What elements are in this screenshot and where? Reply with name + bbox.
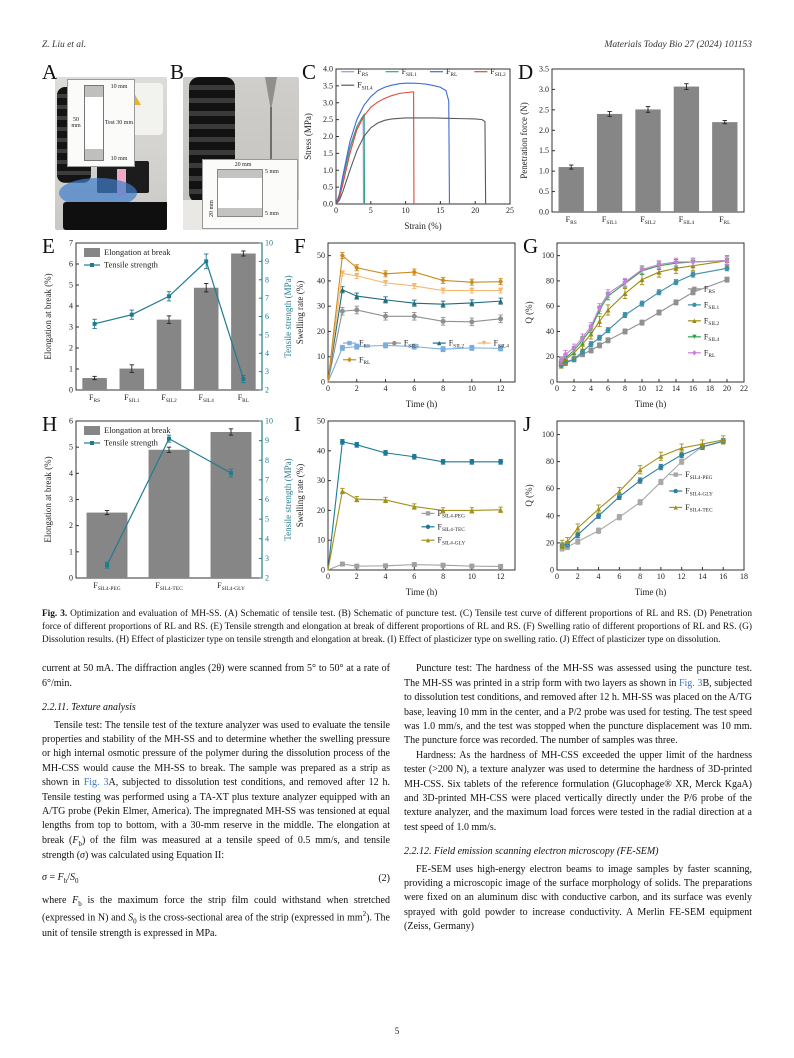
svg-text:FSIL1: $F_{SIL1}$: [601, 215, 618, 226]
paragraph: FE-SEM uses high-energy electron beams to image samples by faster scanning, providing a microscopic image of the surface morphology of solids. The preparations were fixed on an aluminum disc with conductive carbon, and its surface was evenly sprayed with gold powder to increase conductivity. A Merlin FE-SEM equipment (Zeiss, Germany): [404, 863, 752, 933]
svg-text:22: 22: [740, 384, 748, 393]
svg-text:FSIL4-PEG: $F_{SIL4-PEG}$: [685, 470, 713, 481]
svg-text:4: 4: [596, 572, 601, 581]
svg-text:2: 2: [69, 343, 73, 353]
svg-text:2.0: 2.0: [323, 132, 333, 141]
left-column: [42, 662, 390, 941]
svg-text:2: 2: [265, 385, 269, 395]
svg-text:FRL: $F_{RL}$: [703, 348, 716, 360]
svg-text:50: 50: [317, 416, 325, 426]
panel-letter-B: B: [170, 60, 185, 84]
svg-text:2: 2: [354, 384, 359, 393]
svg-text:4: 4: [589, 384, 593, 393]
svg-text:30: 30: [317, 301, 325, 311]
svg-text:3.5: 3.5: [323, 81, 333, 91]
svg-text:0.0: 0.0: [539, 207, 549, 217]
svg-text:1.5: 1.5: [539, 146, 549, 156]
svg-text:4: 4: [265, 534, 269, 544]
svg-text:FRL: $F_{RL}$: [237, 393, 250, 404]
svg-text:1.0: 1.0: [323, 165, 333, 175]
svg-text:9: 9: [265, 256, 269, 266]
tensile-test-photo: [55, 77, 167, 230]
panel-G-dissolution-chart: [523, 236, 752, 410]
paragraph: Tensile test: The tensile test of the texture analyzer was used to evaluate the tensile properties and stability of the MH-SS and to determine whether the swelling pressure or high internal osmotic pressure of the polymer during the dissolution process of the MH-CSS would cause the MH-SS to break. The sample was prepared as a strip as shown in Fig. 3A, subjected to dissolution test conditions, and removed after 12 h. Tensile testing was performed using a TA-XT plus texture analyzer equipped with an A/TG probe (Pekin Elmer, America). The impregnated MH-SS was tensioned at equal lengths from top to bottom, with a 30-mm reserve in the middle. The elongation at break $(F_b)$ of the film was measured at a tensile speed of 0.5 mm/s, and tensile strength (σ) was calculated using Equation II:: [42, 719, 390, 861]
chart-G: [523, 236, 752, 410]
svg-text:FRL: $F_{RL}$: [719, 215, 731, 226]
svg-text:FSIL1: $F_{SIL1}$: [401, 67, 417, 78]
svg-text:Tensile strength: Tensile strength: [104, 259, 158, 270]
instrument-base: [63, 202, 167, 230]
svg-text:Q (%): Q (%): [524, 484, 534, 507]
svg-text:FSIL1: $F_{SIL1}$: [124, 393, 140, 404]
panel-letter-E: E: [42, 234, 55, 258]
svg-text:FSIL4-GLY: $F_{SIL4-GLY}$: [685, 486, 713, 498]
layer-middle: [218, 178, 262, 208]
svg-text:FSIL2: $F_{SIL2}$: [703, 316, 720, 328]
svg-text:10: 10: [467, 384, 476, 393]
layer-band-top: [218, 170, 262, 178]
svg-text:FSIL4: $F_{SIL4}$: [198, 393, 214, 404]
svg-text:0: 0: [334, 206, 338, 215]
panel-F-swelling-chart: [294, 236, 523, 410]
panel-letter-C: C: [302, 60, 317, 84]
svg-text:80: 80: [546, 276, 554, 286]
svg-text:FRS: $F_{RS}$: [565, 215, 577, 226]
panel-I-plasticizer-swelling-chart: [294, 414, 523, 598]
svg-text:0: 0: [550, 565, 554, 575]
chart-J: [523, 414, 752, 598]
puncture-specimen-diagram: [202, 159, 298, 229]
svg-text:FRS: $F_{RS}$: [358, 338, 371, 350]
chart-I: [294, 414, 523, 598]
svg-text:Time (h): Time (h): [634, 399, 667, 409]
svg-text:30: 30: [317, 476, 325, 486]
svg-text:0: 0: [555, 384, 559, 393]
equation-2: [42, 871, 390, 886]
svg-text:0.5: 0.5: [539, 187, 549, 197]
svg-text:FSIL1: $F_{SIL1}$: [703, 300, 720, 312]
svg-text:FSIL4: $F_{SIL4}$: [357, 80, 373, 92]
puncture-test-photo: [183, 77, 299, 230]
specimen-width-label: 20 mm: [234, 162, 252, 168]
svg-text:6: 6: [606, 384, 610, 393]
panel-letter-G: G: [523, 234, 539, 258]
svg-text:60: 60: [546, 484, 554, 494]
svg-text:1: 1: [69, 547, 73, 557]
svg-text:3: 3: [69, 495, 73, 504]
svg-text:5: 5: [265, 514, 269, 524]
svg-text:40: 40: [317, 446, 325, 456]
specimen-square: [217, 169, 263, 217]
svg-text:5: 5: [265, 330, 269, 340]
grip-top-label: 10 mm: [110, 84, 128, 90]
svg-text:0: 0: [321, 377, 325, 387]
probe-cone: [265, 77, 277, 111]
svg-text:0.0: 0.0: [323, 199, 333, 209]
svg-text:20: 20: [546, 352, 554, 362]
svg-text:4: 4: [265, 348, 269, 358]
svg-text:12: 12: [655, 384, 663, 393]
svg-text:6: 6: [412, 572, 417, 581]
svg-text:Tensile strength (MPa): Tensile strength (MPa): [283, 458, 293, 541]
svg-text:10: 10: [317, 352, 325, 362]
svg-text:Penetration force (N): Penetration force (N): [519, 102, 529, 179]
svg-text:Tensile strength (MPa): Tensile strength (MPa): [283, 275, 293, 358]
right-column: [404, 662, 752, 941]
svg-text:Time (h): Time (h): [634, 587, 667, 597]
grip-band-top: [85, 86, 103, 97]
svg-text:FSIL4-GLY: $F_{SIL4-GLY}$: [217, 581, 245, 592]
svg-text:0: 0: [321, 565, 325, 575]
svg-text:8: 8: [441, 384, 446, 393]
svg-text:FSIL4-TEC: $F_{SIL4-TEC}$: [685, 502, 713, 514]
paragraph: current at 50 mA. The diffraction angles (2θ) were scanned from 5° to 50° at a rate of 6°/min.: [42, 663, 390, 689]
svg-text:10: 10: [656, 572, 665, 581]
svg-text:3.5: 3.5: [539, 64, 549, 74]
svg-text:FSIL4-TEC: $F_{SIL4-TEC}$: [155, 581, 183, 592]
svg-text:FSIL4-PEG: $F_{SIL4-PEG}$: [93, 581, 121, 592]
layer-top-label: 5 mm: [265, 169, 279, 175]
svg-text:20: 20: [317, 505, 325, 515]
svg-text:2.5: 2.5: [323, 115, 333, 125]
specimen-strip: [84, 85, 104, 161]
svg-text:10: 10: [467, 572, 476, 581]
panel-H-plasticizer-tensile-chart: [42, 414, 294, 598]
svg-text:1.0: 1.0: [539, 166, 549, 176]
svg-text:16: 16: [689, 384, 697, 393]
svg-text:2.0: 2.0: [539, 125, 549, 135]
svg-text:5: 5: [69, 280, 73, 290]
svg-text:6: 6: [265, 312, 269, 321]
svg-text:3: 3: [265, 553, 269, 563]
svg-text:10: 10: [638, 384, 646, 393]
panel-letter-D: D: [518, 60, 534, 84]
tensile-specimen-diagram: [67, 79, 135, 167]
svg-text:10: 10: [401, 206, 410, 215]
svg-text:18: 18: [706, 384, 714, 393]
svg-text:100: 100: [542, 430, 554, 440]
panel-letter-J: J: [523, 412, 532, 436]
panel-letter-F: F: [294, 234, 306, 258]
svg-text:Q (%): Q (%): [524, 301, 534, 324]
svg-text:Elongation at break (%): Elongation at break (%): [43, 273, 53, 360]
svg-text:4.0: 4.0: [323, 64, 333, 74]
svg-text:6: 6: [412, 384, 417, 393]
equation-number: (2): [378, 872, 390, 884]
svg-text:2.5: 2.5: [539, 105, 549, 115]
paragraph: Hardness: As the hardness of MH-CSS exceeded the upper limit of the hardness tester (>200 N), a texture analyzer was used to determine the hardness of 3D-printed MH-CSS. Six tablets of the reference formulation (Glucophage® XR, Merck KgaA) and 3D-printed MH-CSS were placed vertically directly under the P/6 probe of the texture analyzer, and the maximum load forces were tested in the radial direction at a test speed of 1.0 mm/s.: [404, 749, 752, 833]
panel-E-elongation-tensile-chart: [42, 236, 294, 410]
figure-caption: [42, 608, 752, 646]
svg-text:Swelling rate (%): Swelling rate (%): [295, 280, 305, 345]
svg-text:15: 15: [436, 206, 445, 215]
chart-H: [42, 414, 294, 598]
svg-text:4: 4: [383, 572, 388, 581]
svg-text:FRL: $F_{RL}$: [445, 67, 458, 78]
svg-text:12: 12: [496, 572, 505, 581]
svg-text:Swelling rate (%): Swelling rate (%): [295, 463, 305, 528]
page-header: [42, 40, 752, 50]
svg-text:7: 7: [265, 293, 269, 303]
svg-text:FRS: $F_{RS}$: [703, 284, 716, 296]
svg-text:0: 0: [326, 572, 330, 581]
svg-text:2: 2: [575, 572, 580, 581]
svg-text:FSIL4: $F_{SIL4}$: [678, 215, 695, 226]
figure-3: [42, 62, 752, 598]
svg-text:FSIL2: $F_{SIL2}$: [448, 338, 465, 350]
svg-text:3: 3: [265, 367, 269, 377]
test-section: [85, 97, 103, 149]
panel-letter-H: H: [42, 412, 58, 436]
svg-text:3.0: 3.0: [323, 98, 333, 108]
svg-text:25: 25: [506, 206, 514, 215]
svg-text:Time (h): Time (h): [405, 399, 438, 409]
svg-text:4: 4: [69, 468, 73, 478]
journal-reference: Materials Today Bio 27 (2024) 101153: [604, 40, 752, 50]
svg-text:10: 10: [265, 238, 273, 248]
svg-text:0: 0: [69, 573, 73, 583]
equation-body: $\sigma = F_b/S_0$: [42, 872, 79, 886]
panel-letter-I: I: [294, 412, 301, 436]
svg-text:FRL: $F_{RL}$: [358, 355, 371, 367]
svg-text:8: 8: [638, 572, 643, 581]
svg-text:8: 8: [623, 384, 627, 393]
svg-text:20: 20: [471, 206, 480, 215]
paragraph: where $F_b$ is the maximum force the strip film could withstand when stretched (expressed in N) and $S_0$ is the cross-sectional area of the strip (expressed in $mm^2$). The unit of tensile strength is expressed in MPa.: [42, 895, 390, 939]
svg-text:100: 100: [542, 251, 554, 261]
chart-D: [518, 62, 752, 232]
svg-text:6: 6: [69, 259, 73, 269]
svg-text:20: 20: [546, 538, 554, 548]
svg-text:12: 12: [677, 572, 686, 581]
svg-text:2: 2: [572, 384, 576, 393]
layer-band-bottom: [218, 208, 262, 216]
layer-dim-labels: [263, 169, 279, 217]
svg-text:7: 7: [265, 475, 269, 485]
specimen-height-label: 50 mm: [71, 117, 81, 129]
svg-text:FSIL1: $F_{SIL1}$: [403, 338, 420, 350]
grip-bottom-label: 10 mm: [110, 156, 128, 162]
svg-text:12: 12: [496, 384, 505, 393]
svg-text:FSIL2: $F_{SIL2}$: [161, 393, 177, 404]
svg-text:6: 6: [617, 572, 622, 581]
svg-text:14: 14: [672, 384, 680, 393]
svg-text:Tensile strength: Tensile strength: [104, 437, 158, 448]
svg-text:0: 0: [69, 385, 73, 395]
panel-letter-A: A: [42, 60, 58, 84]
svg-text:0.5: 0.5: [323, 182, 333, 192]
paragraph: Puncture test: The hardness of the MH-SS was assessed using the puncture test. The MH-SS was printed in a strip form with two layers as shown in Fig. 3B, subjected to dissolution test conditions, and removed after 12 h. MH-SS was placed on the A/TG base, leaving 10 mm in the center, and a P/2 probe was used for testing. The test speed was 1.0 mm/s, and the test was stopped when the puncture displacement was 10 mm. The puncture force was recorded. The number of samples was three.: [404, 663, 752, 747]
svg-text:1: 1: [69, 364, 73, 374]
running-author: Z. Liu et al.: [42, 40, 87, 50]
svg-text:10: 10: [265, 416, 273, 426]
svg-text:7: 7: [69, 238, 73, 248]
svg-text:2: 2: [69, 521, 73, 531]
svg-text:Stress (MPa): Stress (MPa): [303, 113, 313, 160]
page-number: 5: [394, 1026, 400, 1036]
svg-text:FSIL2: $F_{SIL2}$: [640, 215, 656, 226]
svg-text:0: 0: [555, 572, 559, 581]
svg-text:FSIL4-TEC: $F_{SIL4-TEC}$: [437, 522, 465, 534]
svg-text:40: 40: [546, 326, 554, 336]
caption-label: Fig. 3.: [42, 609, 68, 619]
fig3-link[interactable]: Fig. 3: [83, 777, 109, 789]
svg-text:2: 2: [354, 572, 359, 581]
svg-text:FSIL4-GLY: $F_{SIL4-GLY}$: [437, 535, 466, 547]
fig3-link[interactable]: Fig. 3: [678, 677, 703, 689]
test-section-label: Test 30 mm: [104, 120, 134, 126]
svg-text:4: 4: [69, 301, 73, 311]
svg-text:1.5: 1.5: [323, 148, 333, 158]
svg-text:9: 9: [265, 436, 269, 446]
layer-bottom-label: 5 mm: [265, 211, 279, 217]
svg-text:6: 6: [69, 416, 73, 426]
svg-text:40: 40: [317, 276, 325, 286]
section-heading: 2.2.11. Texture analysis: [42, 702, 136, 714]
caption-text: Optimization and evaluation of MH-SS. (A) Schematic of tensile test. (B) Schematic of puncture test. (C) Tensile test curve of different proportions of RL and RS. (D) Penetration force of different proportions of RL and RS. (E) Tensile strength and elongation at break of different proportions of RL and RS. (F) Swelling ratio of different proportions of RL and RS. (G) Dissolution results. (H) Effect of plasticizer type on tensile strength and elongation at break. (I) Effect of plasticizer type on swelling ratio. (J) Effect of plasticizer type on dissolution.: [42, 609, 752, 645]
svg-text:40: 40: [546, 511, 554, 521]
panel-A: [42, 62, 170, 232]
svg-text:0: 0: [550, 377, 554, 387]
svg-text:14: 14: [698, 572, 707, 581]
chart-E: [42, 236, 294, 410]
panel-J-plasticizer-dissolution-chart: [523, 414, 752, 598]
specimen-dim-labels: [104, 80, 134, 166]
svg-text:3.0: 3.0: [539, 84, 549, 94]
svg-text:80: 80: [546, 457, 554, 467]
svg-text:6: 6: [265, 495, 269, 504]
svg-text:60: 60: [546, 301, 554, 311]
svg-text:18: 18: [740, 572, 748, 581]
svg-text:5: 5: [368, 206, 373, 215]
svg-text:Strain (%): Strain (%): [404, 221, 442, 231]
svg-text:20: 20: [723, 384, 731, 393]
svg-text:8: 8: [265, 275, 269, 285]
svg-text:20: 20: [317, 326, 325, 336]
svg-text:Elongation at break: Elongation at break: [104, 425, 171, 435]
specimen-height-label: 20 mm: [209, 200, 215, 217]
panel-D-penetration-force-chart: [518, 62, 752, 232]
svg-text:Elongation at break (%): Elongation at break (%): [43, 456, 53, 543]
svg-text:FSIL4: $F_{SIL4}$: [493, 338, 509, 350]
svg-text:16: 16: [719, 572, 728, 581]
svg-text:FSIL4-PEG: $F_{SIL4-PEG}$: [437, 508, 465, 520]
svg-text:2: 2: [265, 573, 269, 583]
svg-text:Elongation at break: Elongation at break: [104, 247, 171, 257]
svg-text:0: 0: [326, 384, 330, 393]
svg-text:10: 10: [317, 535, 325, 545]
svg-text:4: 4: [383, 384, 388, 393]
section-heading: 2.2.12. Field emission scanning electron microscopy (FE-SEM): [404, 846, 659, 858]
svg-text:8: 8: [441, 572, 446, 581]
grip-band-bottom: [85, 149, 103, 160]
svg-text:FRS: $F_{RS}$: [89, 393, 101, 404]
svg-text:FSIL2: $F_{SIL2}$: [490, 67, 506, 78]
svg-text:FSIL4: $F_{SIL4}$: [703, 332, 720, 344]
panel-C-stress-strain-chart: [302, 62, 518, 232]
body-text: [42, 662, 752, 941]
svg-text:FRS: $F_{RS}$: [357, 67, 369, 78]
chart-C: [302, 62, 518, 232]
svg-text:3: 3: [69, 322, 73, 332]
svg-text:Time (h): Time (h): [405, 587, 438, 597]
panel-B: [170, 62, 302, 232]
chart-F: [294, 236, 523, 410]
svg-text:50: 50: [317, 251, 325, 261]
svg-text:8: 8: [265, 455, 269, 465]
svg-text:5: 5: [69, 442, 73, 452]
